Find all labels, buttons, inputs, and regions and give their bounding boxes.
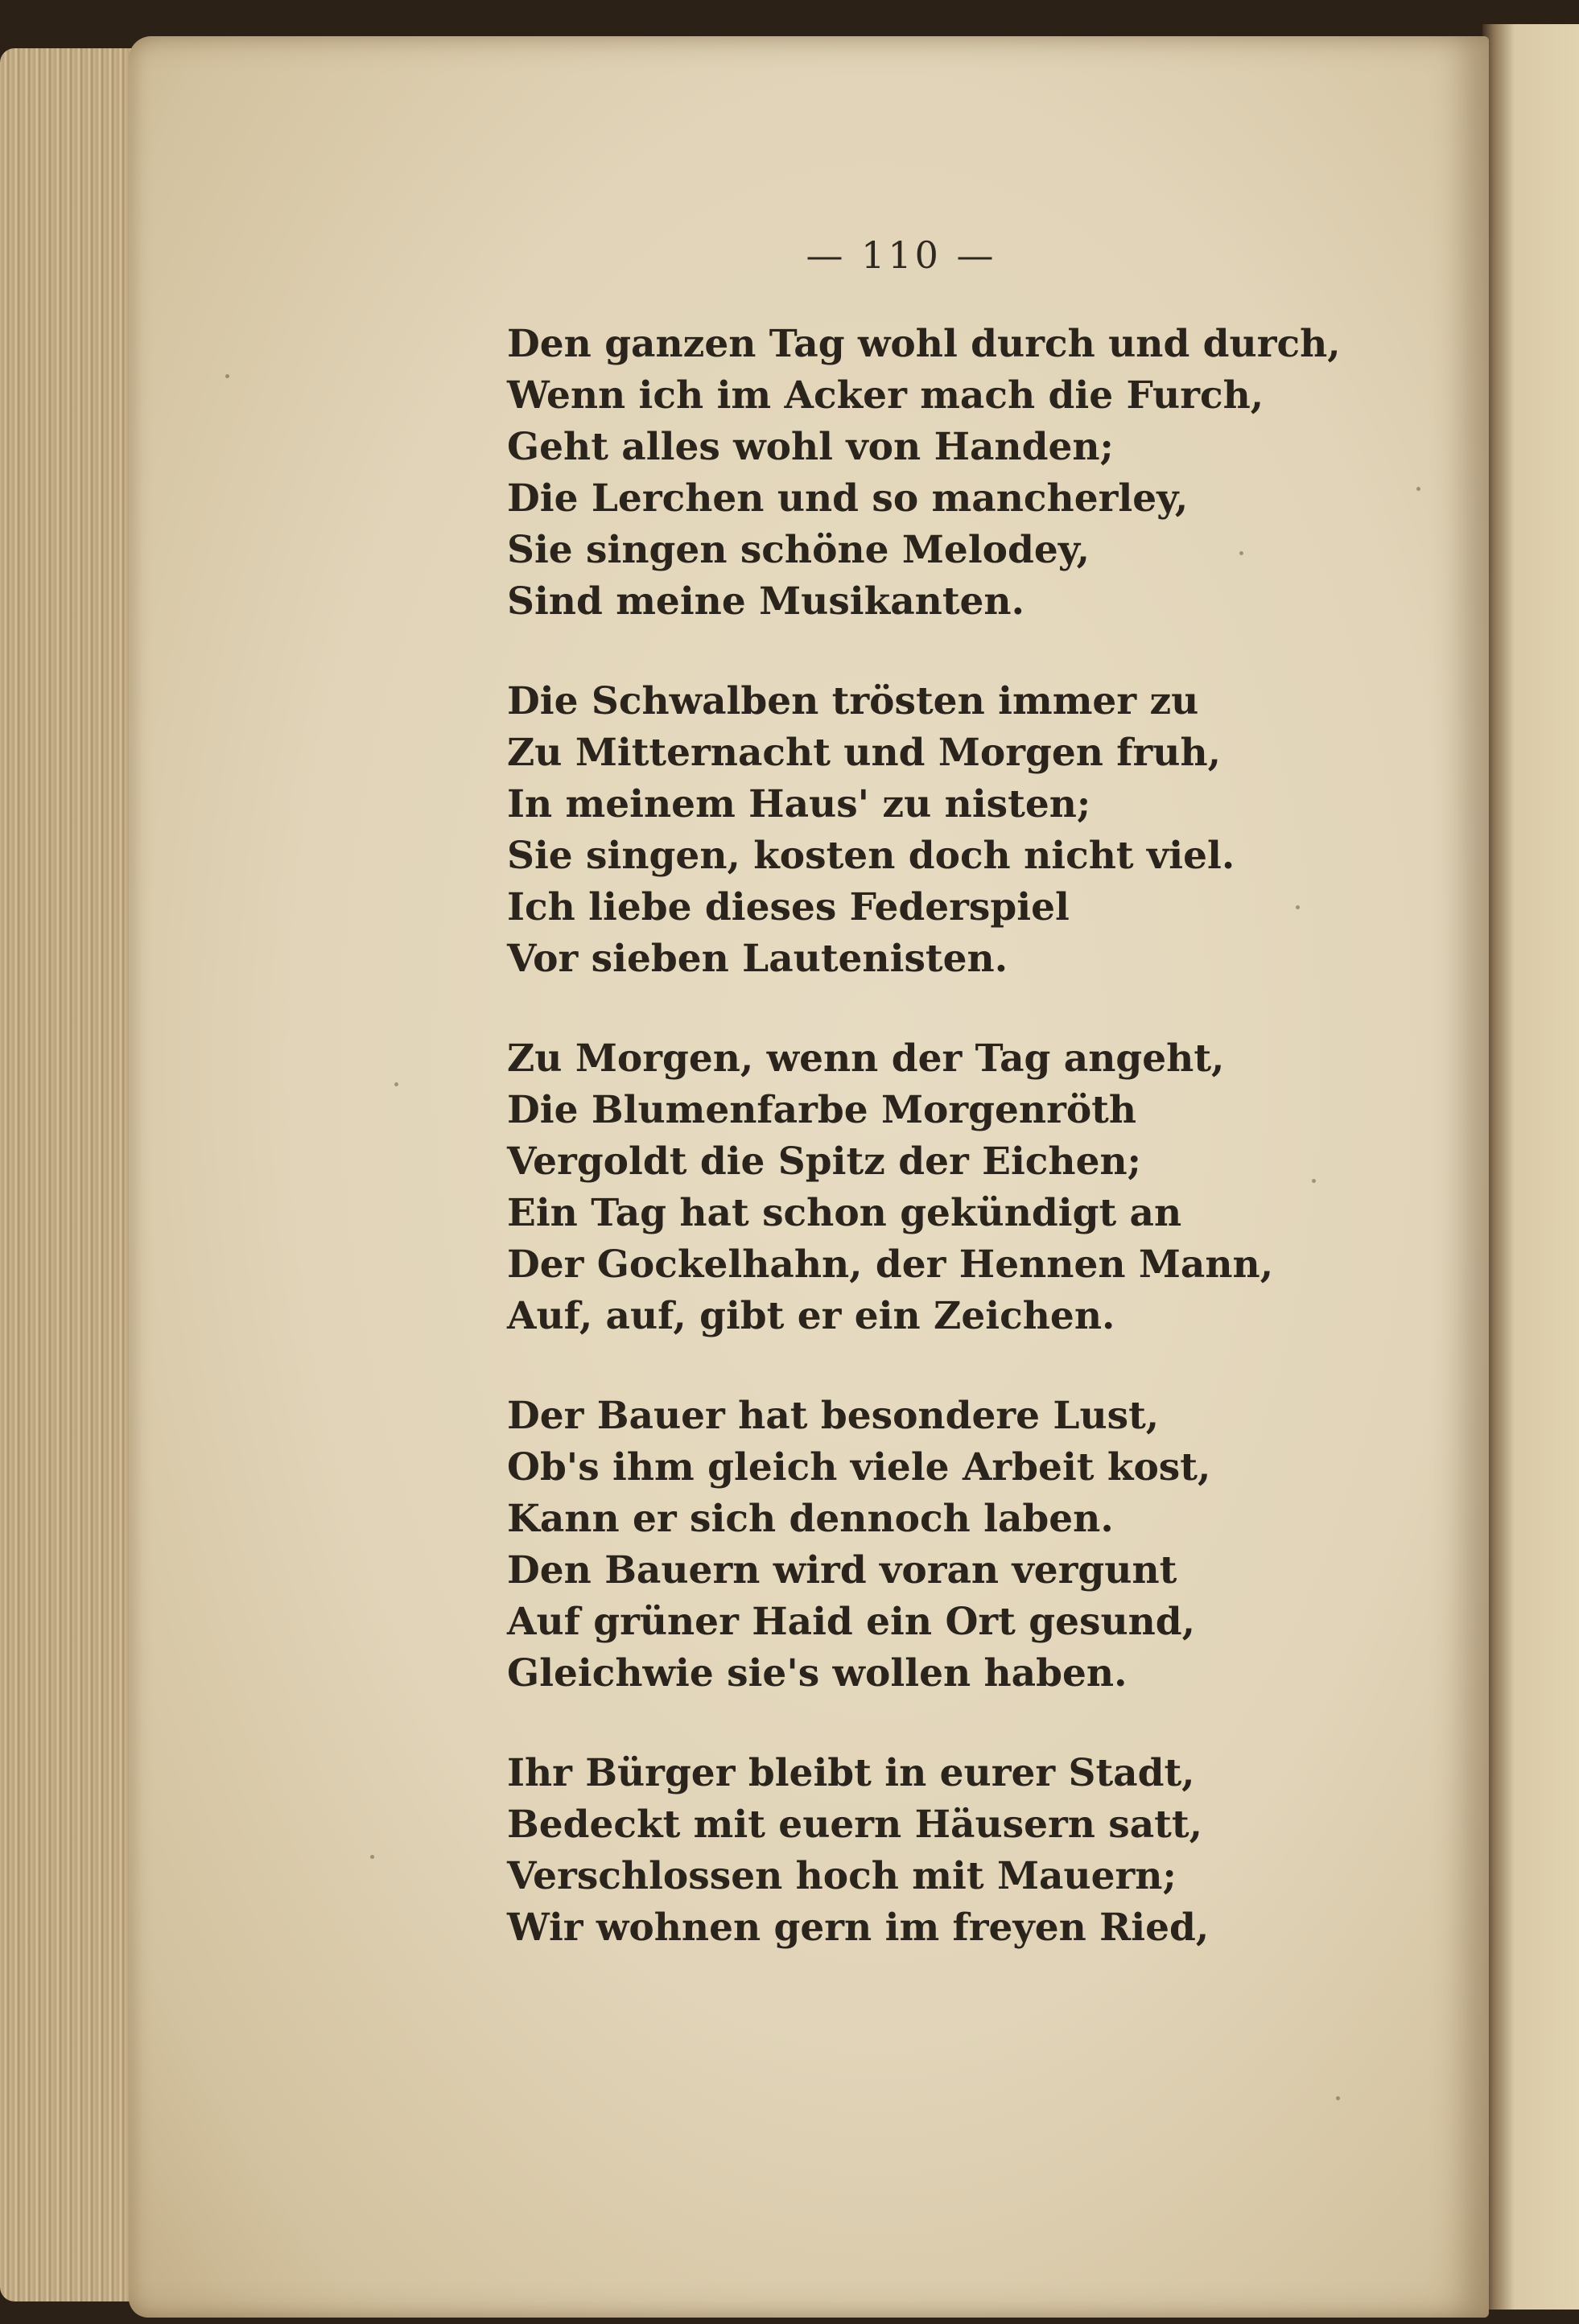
verse-line: Auf, auf, gibt er ein Zeichen. xyxy=(507,1294,1115,1338)
verse-line: Geht alles wohl von Handen; xyxy=(507,425,1114,469)
verse-line: Sie singen schöne Melodey, xyxy=(507,528,1090,572)
stanza xyxy=(507,676,1312,985)
verse-line: Verschlossen hoch mit Mauern; xyxy=(507,1854,1177,1898)
poem-text xyxy=(507,319,1341,2002)
verse-line: Der Bauer hat besondere Lust, xyxy=(507,1394,1160,1438)
verse-line: Gleichwie sie's wollen haben. xyxy=(507,1651,1128,1696)
verse-line: Vergoldt die Spitz der Eichen; xyxy=(507,1139,1142,1184)
facing-page-edge xyxy=(1482,24,1579,2310)
page-edges xyxy=(0,48,145,2301)
verse-line: Zu Mitternacht und Morgen fruh, xyxy=(507,731,1221,775)
verse-line: Ihr Bürger bleibt in eurer Stadt, xyxy=(507,1751,1195,1795)
verse-line: Sie singen, kosten doch nicht viel. xyxy=(507,834,1235,878)
verse-line: Wir wohnen gern im freyen Ried, xyxy=(507,1906,1210,1950)
stanza xyxy=(507,1391,1312,1700)
verse-line: Kann er sich dennoch laben. xyxy=(507,1497,1114,1541)
verse-line: Ich liebe dieses Federspiel xyxy=(507,885,1070,929)
stanza xyxy=(507,1748,1312,1954)
verse-line: Auf grüner Haid ein Ort gesund, xyxy=(507,1600,1196,1644)
verse-line: Die Schwalben trösten immer zu xyxy=(507,679,1199,723)
verse-line: Der Gockelhahn, der Hennen Mann, xyxy=(507,1242,1274,1287)
verse-line: Den Bauern wird voran vergunt xyxy=(507,1548,1177,1593)
verse-line: Vor sieben Lautenisten. xyxy=(507,937,1008,981)
verse-line: In meinem Haus' zu nisten; xyxy=(507,782,1091,826)
stanza xyxy=(507,319,1341,628)
stanza xyxy=(507,1033,1312,1342)
verse-line: Sind meine Musikanten. xyxy=(507,579,1024,624)
verse-line: Zu Morgen, wenn der Tag angeht, xyxy=(507,1036,1225,1081)
verse-line: Bedeckt mit euern Häusern satt, xyxy=(507,1803,1202,1847)
page-number: — 110 — xyxy=(806,233,997,277)
verse-line: Die Lerchen und so mancherley, xyxy=(507,476,1189,521)
verse-line: Ob's ihm gleich viele Arbeit kost, xyxy=(507,1445,1211,1490)
verse-line: Den ganzen Tag wohl durch und durch, xyxy=(507,322,1341,366)
verse-line: Wenn ich im Acker mach die Furch, xyxy=(507,373,1264,418)
verse-line: Die Blumenfarbe Morgenröth xyxy=(507,1088,1137,1132)
verse-line: Ein Tag hat schon gekündigt an xyxy=(507,1191,1182,1235)
